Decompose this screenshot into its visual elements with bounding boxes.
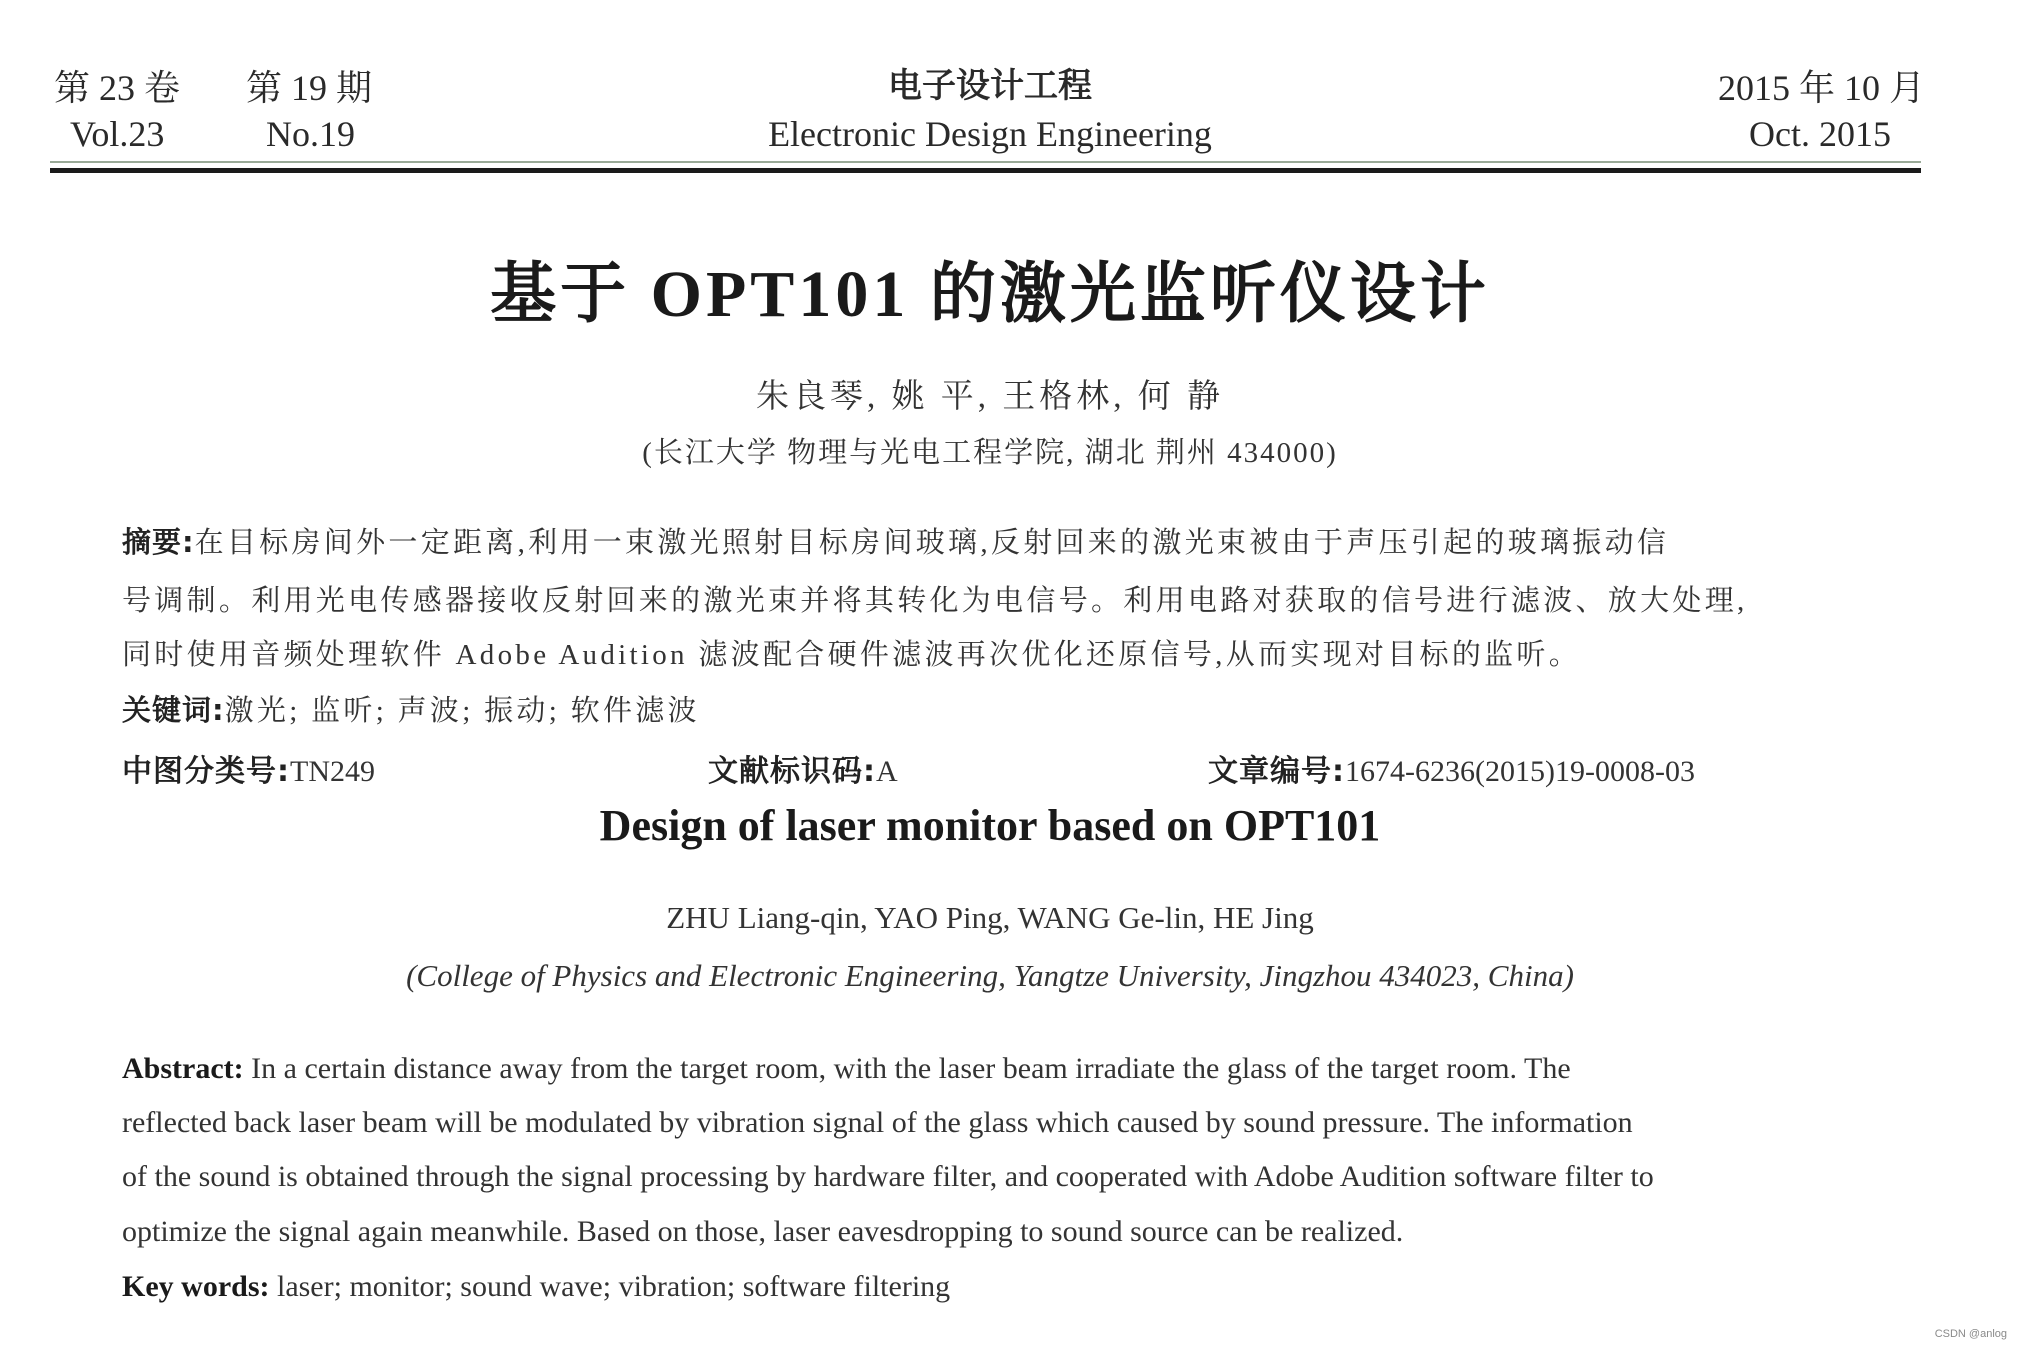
- journal-name-cn: 电子设计工程: [888, 66, 1092, 106]
- clc-value: TN249: [290, 755, 375, 788]
- volume-en: Vol.23: [70, 114, 165, 154]
- abstract-cn-line-1: [122, 520, 1862, 561]
- journal-name-en: Electronic Design Engineering: [768, 114, 1212, 154]
- abstract-cn-text: 在目标房间外一定距离,利用一束激光照射目标房间玻璃,反射回来的激光束被由于声压引起的玻璃振动信: [194, 527, 1670, 559]
- authors-cn: 朱良琴, 姚 平, 王格林, 何 静: [756, 379, 1224, 415]
- article-number-value: 1674-6236(2015)19-0008-03: [1345, 755, 1695, 788]
- abstract-en-line-1: [122, 1052, 1571, 1086]
- doc-code-value: A: [876, 755, 898, 788]
- header-rule-thick: [50, 168, 1921, 173]
- abstract-cn-line-3: 同时使用音频处理软件 Adobe Audition 滤波配合硬件滤波再次优化还原信号,从而实现对目标的监听。: [122, 639, 1582, 671]
- date-en: Oct. 2015: [1749, 114, 1891, 154]
- clc-number: [122, 746, 375, 790]
- keywords-en: [122, 1270, 950, 1304]
- authors-en: ZHU Liang-qin, YAO Ping, WANG Ge-lin, HE Jing: [666, 900, 1314, 935]
- article-number-label: 文章编号:: [1208, 754, 1345, 789]
- keywords-en-text: laser; monitor; sound wave; vibration; software filtering: [269, 1270, 951, 1303]
- abstract-en-line-2: reflected back laser beam will be modulated by vibration signal of the glass which caused by sound pressure. The information: [122, 1106, 1633, 1139]
- keywords-cn-text: 激光; 监听; 声波; 振动; 软件滤波: [224, 695, 700, 727]
- abstract-en-text: In a certain distance away from the target room, with the laser beam irradiate the glass of the target room. The: [243, 1052, 1571, 1085]
- issue-cn: 第 19 期: [246, 68, 373, 108]
- abstract-en-line-4: optimize the signal again meanwhile. Based on those, laser eavesdropping to sound source can be realized.: [122, 1215, 1404, 1248]
- abstract-cn-line-2: 号调制。利用光电传感器接收反射回来的激光束并将其转化为电信号。利用电路对获取的信号进行滤波、放大处理,: [122, 585, 1748, 617]
- doc-code: [708, 746, 898, 790]
- doc-code-label: 文献标识码:: [708, 754, 876, 789]
- issue-en: No.19: [266, 114, 355, 154]
- title-en: Design of laser monitor based on OPT101: [599, 801, 1381, 850]
- affiliation-cn: (长江大学 物理与光电工程学院, 湖北 荆州 434000): [642, 437, 1338, 469]
- abstract-en-line-3: of the sound is obtained through the signal processing by hardware filter, and cooperated with Adobe Audition software filter to: [122, 1160, 1654, 1193]
- keywords-cn: [122, 688, 1862, 729]
- keywords-en-label: Key words:: [122, 1270, 270, 1303]
- affiliation-en: (College of Physics and Electronic Engineering, Yangtze University, Jingzhou 434023, China): [406, 958, 1574, 993]
- abstract-en-label: Abstract:: [122, 1052, 244, 1085]
- watermark: CSDN @anlog: [1934, 1328, 2007, 1340]
- header-rule-thin: [50, 161, 1921, 163]
- article-number: [1208, 746, 1695, 790]
- date-cn: 2015 年 10 月: [1717, 68, 1925, 108]
- abstract-cn-label: 摘要:: [122, 525, 195, 559]
- volume-cn: 第 23 卷: [54, 68, 181, 108]
- keywords-cn-label: 关键词:: [122, 693, 225, 727]
- clc-label: 中图分类号:: [122, 754, 290, 789]
- title-cn: 基于 OPT101 的激光监听仪设计: [490, 258, 1490, 331]
